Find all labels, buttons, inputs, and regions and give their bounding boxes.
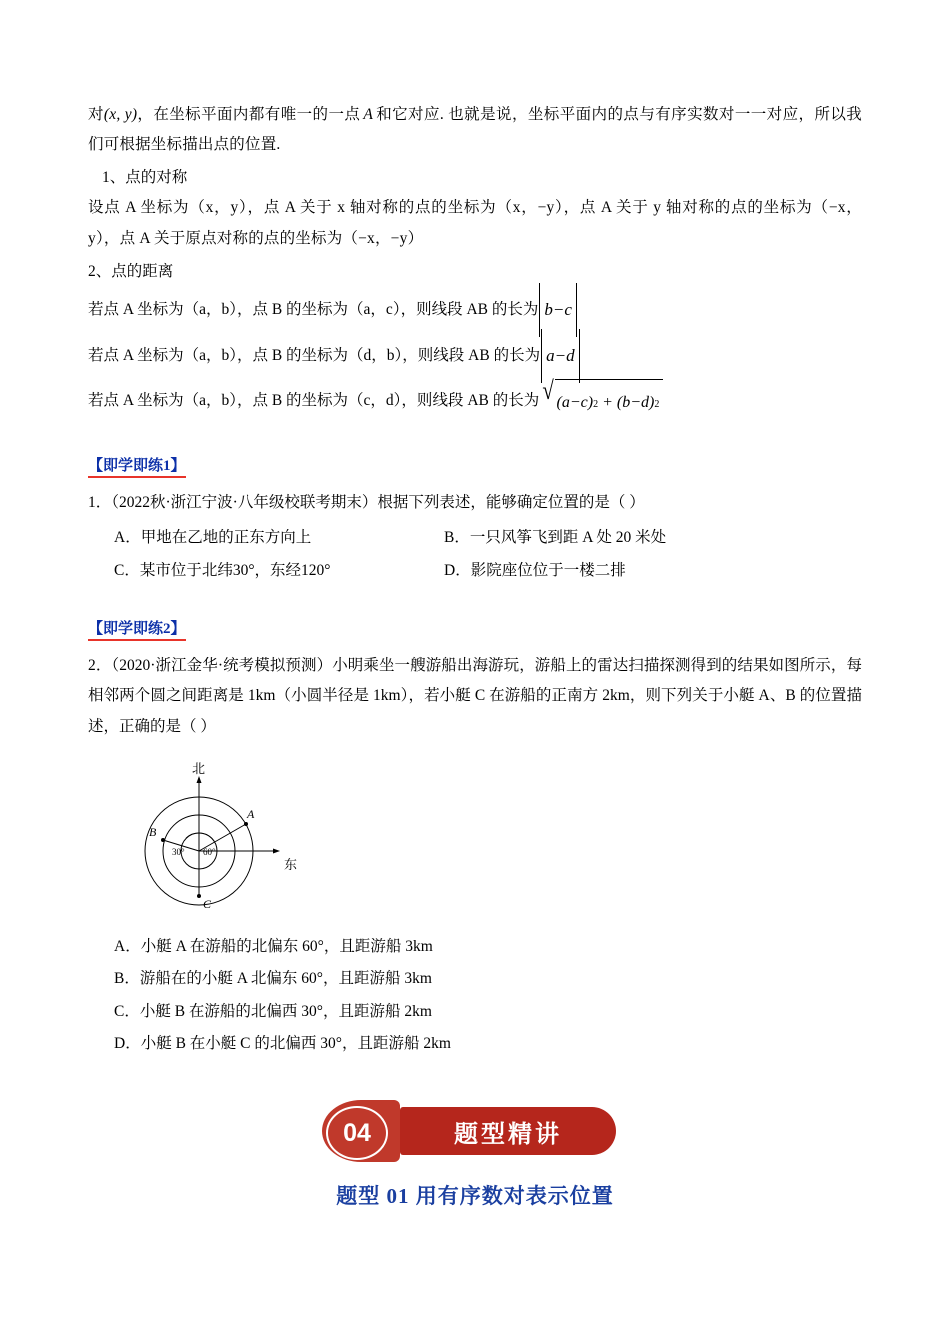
intro-post: 和它对应. 也就是说，坐标平面内的点与有序实数对一一对应，所以我们可根据坐标描出点的位置. — [88, 106, 862, 154]
practice-1-number: 1． — [88, 493, 112, 511]
document-content — [88, 100, 862, 1061]
distance-formula-3-text: 若点 A 坐标为（a，b），点 B 的坐标为（c，d），则线段 AB 的长为 — [88, 392, 540, 410]
figure-north-label: 北 — [192, 760, 206, 776]
practice-2-label: 【即学即练2】 — [88, 617, 186, 641]
practice-1-option-c[interactable]: C．某市位于北纬30°，东经120° — [114, 561, 331, 579]
practice-2-number: 2． — [88, 657, 112, 675]
abs-b-minus-c: b−c — [539, 287, 577, 333]
practice-2-option-b[interactable]: B．游船在的小艇 A 北偏东 60°，且距游船 3km — [114, 970, 432, 988]
practice-2-option-c[interactable]: C．小艇 B 在游船的北偏西 30°，且距游船 2km — [114, 1002, 432, 1020]
radicand: (a−c) 2 + (b−d) 2 — [555, 379, 664, 424]
intro-coordinate-pair: (x, y) — [103, 106, 138, 123]
practice-1-option-d[interactable]: D．影院座位位于一楼二排 — [444, 561, 626, 579]
practice-2-source: （2020·浙江金华·统考模拟预测） — [111, 657, 333, 675]
radar-diagram-svg — [124, 756, 354, 921]
intro-paragraph — [88, 100, 862, 160]
practice-1-stem: 根据下列表述，能够确定位置的是（ ） — [377, 493, 645, 511]
section-number-badge — [322, 1100, 400, 1162]
practice-1-options — [88, 522, 862, 587]
sqrt-distance-formula — [541, 375, 663, 424]
section-04-banner — [322, 1100, 632, 1162]
distance-formula-2-text: 若点 A 坐标为（a，b），点 B 的坐标为（d，b），则线段 AB 的长为 — [88, 346, 541, 364]
figure-east-label: 东 — [284, 856, 298, 872]
distance-formula-2 — [88, 333, 862, 379]
practice-2-option-d[interactable]: D．小艇 B 在小艇 C 的北偏西 30°，且距游船 2km — [114, 1035, 451, 1053]
practice-1-option-b[interactable]: B．一只风筝飞到距 A 处 20 米处 — [444, 529, 667, 547]
section-number: 04 — [326, 1106, 388, 1160]
practice-2-options — [88, 931, 862, 1061]
intro-pre: 对 — [88, 106, 104, 123]
distance-formula-1 — [88, 287, 862, 333]
practice-1-label: 【即学即练1】 — [88, 454, 186, 478]
intro-point-label: A — [363, 106, 373, 123]
intro-mid: ，在坐标平面内都有唯一的一点 — [137, 106, 361, 123]
option-row — [88, 522, 862, 555]
radical-sign: √ — [542, 375, 555, 405]
figure-point-a: A — [247, 806, 255, 821]
practice-2-option-a[interactable]: A．小艇 A 在游船的北偏东 60°，且距游船 3km — [114, 937, 433, 955]
figure-point-b: B — [149, 824, 157, 839]
practice-1-option-a[interactable]: A．甲地在乙地的正东方向上 — [114, 529, 312, 547]
distance-formula-3 — [88, 375, 862, 424]
practice-2-stem: 小明乘坐一艘游船出海游玩，游船上的雷达扫描探测得到的结果如图所示，每相邻两个圆之间距离是 1km（小圆半径是 1km），若小艇 C 在游船的正南方 2km，则下列关于小艇 A、B 的位置描述，正确的是（ ） — [88, 657, 862, 735]
practice-1-question — [88, 488, 862, 518]
section-banner-title: 题型精讲 — [400, 1107, 616, 1155]
figure-angle-60: 60° — [203, 846, 216, 857]
abs-a-minus-d: a−d — [541, 333, 579, 379]
figure-angle-30: 30° — [172, 846, 185, 857]
radar-figure — [124, 756, 354, 921]
section1-body: 设点 A 坐标为（x，y），点 A 关于 x 轴对称的点的坐标为（x，−y），点 A 关于 y 轴对称的点的坐标为（−x，y），点 A 关于原点对称的点的坐标为（−x，−y） — [88, 199, 862, 247]
practice-2-question — [88, 651, 862, 742]
distance-formula-1-text: 若点 A 坐标为（a，b），点 B 的坐标为（a，c），则线段 AB 的长为 — [88, 300, 539, 318]
section-title: 题型 01 用有序数对表示位置 — [336, 1184, 614, 1208]
option-row — [88, 555, 862, 588]
figure-point-c: C — [203, 896, 212, 911]
section2-heading: 2、点的距离 — [88, 262, 174, 280]
section1-heading: 1、点的对称 — [102, 169, 188, 187]
practice-1-source: （2022秋·浙江宁波·八年级校联考期末） — [111, 493, 378, 511]
